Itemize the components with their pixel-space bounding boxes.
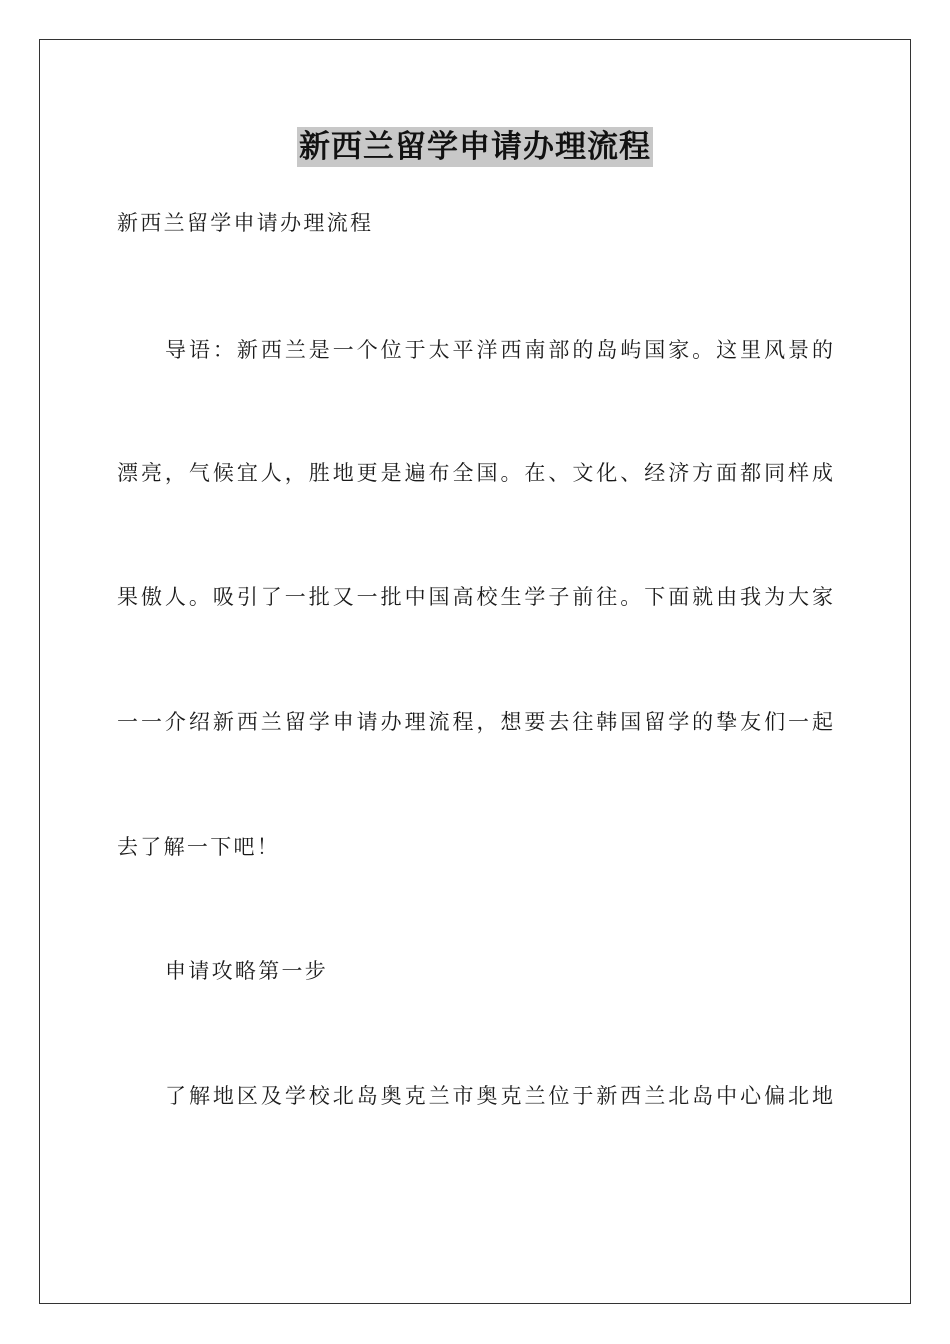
intro-line-2: 漂亮，气候宜人，胜地更是遍布全国。在、文化、经济方面都同样成	[117, 461, 833, 485]
step1-paragraph-line: 了解地区及学校北岛奥克兰市奥克兰位于新西兰北岛中心偏北地	[165, 1084, 833, 1108]
intro-line-4: 一一介绍新西兰留学申请办理流程，想要去往韩国留学的挚友们一起	[117, 710, 833, 734]
intro-line-5: 去了解一下吧！	[117, 835, 281, 859]
title-container	[0, 127, 950, 167]
document-title: 新西兰留学申请办理流程	[299, 129, 651, 165]
document-subtitle: 新西兰留学申请办理流程	[117, 211, 374, 235]
intro-line-3: 果傲人。吸引了一批又一批中国高校生学子前往。下面就由我为大家	[117, 585, 833, 609]
step1-heading: 申请攻略第一步	[165, 959, 329, 983]
intro-line-1: 导语：新西兰是一个位于太平洋西南部的岛屿国家。这里风景的	[165, 338, 833, 362]
